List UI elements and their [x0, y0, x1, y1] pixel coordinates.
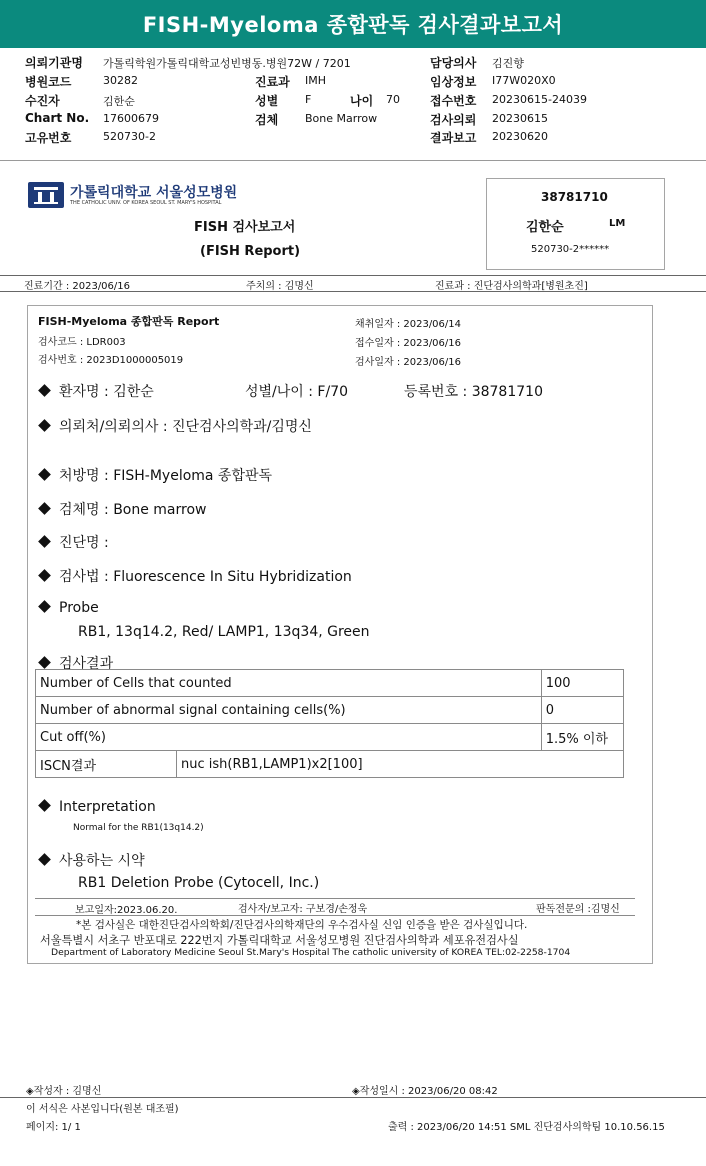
- bullet-diamond-icon: [38, 799, 51, 812]
- table-row: [36, 697, 624, 724]
- header-value: 20230620: [492, 130, 548, 143]
- result-value: 100: [541, 670, 623, 697]
- header-label: 고유번호: [25, 131, 72, 145]
- header-label: 담당의사: [430, 56, 477, 70]
- diagnosis-field: 진단명 :: [59, 535, 109, 551]
- divider: [0, 275, 706, 276]
- result-value: 1.5% 이하: [541, 724, 623, 751]
- report-date: 보고일자:2023.06.20.: [75, 905, 178, 916]
- header-value: F: [305, 93, 312, 106]
- referrer-row: [40, 416, 312, 436]
- bullet-diamond-icon: [38, 656, 51, 669]
- reagent-value: RB1 Deletion Probe (Cytocell, Inc.): [78, 875, 320, 891]
- probe-value: RB1, 13q14.2, Red/ LAMP1, 13q34, Green: [78, 624, 370, 640]
- header-label: 접수번호: [430, 94, 477, 108]
- hospital-name: 가톨릭대학교 서울성모병원: [70, 185, 238, 201]
- age-value: 70: [386, 93, 400, 106]
- patient-row: [40, 381, 154, 401]
- patient-name: 김한순: [526, 220, 564, 235]
- collect-date: 채취일자 : 2023/06/14: [355, 319, 462, 330]
- header-value: IMH: [305, 74, 327, 87]
- visit-dept: 진료과 : 진단검사의학과[병원초진]: [435, 281, 588, 292]
- interpretation-value: Normal for the RB1(13q14.2): [73, 823, 204, 833]
- table-row: [36, 751, 624, 778]
- result-key: Number of Cells that counted: [36, 670, 542, 697]
- report-title: FISH-Myeloma 종합판독 검사결과보고서: [142, 13, 564, 37]
- test-no: 검사번호 : 2023D1000005019: [38, 355, 184, 366]
- header-value: 20230615-24039: [492, 93, 587, 106]
- result-table: [35, 669, 624, 778]
- table-row: [36, 670, 624, 697]
- hospital-logo-icon: [28, 182, 64, 208]
- bullet-diamond-icon: [38, 502, 51, 515]
- header-value: 김한순: [103, 95, 135, 108]
- report-name: FISH-Myeloma 종합판독 Report: [38, 315, 220, 328]
- patient-code: LM: [609, 218, 626, 229]
- bullet-diamond-icon: [38, 384, 51, 397]
- receive-date: 접수일자 : 2023/06/16: [355, 338, 462, 349]
- iscn-label: ISCN결과: [36, 751, 177, 778]
- test-code: 검사코드 : LDR003: [38, 337, 126, 348]
- header-value: 가톨릭학원가톨릭대학교성빈병동.병원72W / 7201: [103, 57, 351, 70]
- specimen-field: 검체명 : Bone marrow: [59, 502, 207, 518]
- diagnosis-row: [40, 532, 109, 552]
- header-value: 김진향: [492, 57, 524, 70]
- divider: [0, 160, 706, 161]
- method-field: 검사법 : Fluorescence In Situ Hybridization: [59, 569, 352, 585]
- report-doc-title: FISH 검사보고서: [194, 220, 296, 235]
- report-doc-title-en: (FISH Report): [200, 244, 301, 259]
- result-label: 검사결과: [59, 656, 114, 672]
- prescription-field: 처방명 : FISH-Myeloma 종합판독: [59, 468, 273, 484]
- method-row: [40, 566, 352, 586]
- reagent-label: 사용하는 시약: [59, 853, 145, 869]
- header-value: I77W020X0: [492, 74, 556, 87]
- header-value: 20230615: [492, 112, 548, 125]
- result-key: Cut off(%): [36, 724, 542, 751]
- exam-date: 검사일자 : 2023/06/16: [355, 357, 462, 368]
- header-label: 의뢰기관명: [25, 56, 83, 70]
- bullet-diamond-icon: [38, 419, 51, 432]
- patient-reg-no: 38781710: [541, 190, 608, 204]
- header-value: 520730-2: [103, 130, 156, 143]
- footer-author: ◈작성자 : 김명신: [26, 1086, 102, 1097]
- result-key: Number of abnormal signal containing cells(%): [36, 697, 542, 724]
- footer-copy-note: 이 서식은 사본입니다(원본 대조필): [26, 1104, 179, 1115]
- report-title-bar: [0, 0, 706, 48]
- sex-age-field: 성별/나이 : F/70: [245, 384, 349, 400]
- certification-note: *본 검사실은 대한진단검사의학회/진단검사의학재단의 우수검사실 신임 인증을 받은 검사실입니다.: [76, 919, 528, 931]
- bullet-diamond-icon: [38, 600, 51, 613]
- header-label: 성별: [255, 94, 279, 108]
- header-value: Bone Marrow: [305, 112, 378, 125]
- header-label: 검체: [255, 113, 279, 127]
- header-label: Chart No.: [25, 111, 90, 125]
- interpretation-label: Interpretation: [59, 799, 156, 815]
- table-row: [36, 724, 624, 751]
- interpretation-row: [40, 799, 156, 815]
- header-label: 진료과: [255, 75, 290, 89]
- patient-name-field: 환자명 : 김한순: [59, 384, 154, 400]
- probe-label: Probe: [59, 600, 99, 616]
- visit-period: 진료기간 : 2023/06/16: [24, 281, 131, 292]
- age-label: 나이: [350, 94, 374, 108]
- hospital-name-en: THE CATHOLIC UNIV. OF KOREA SEOUL ST. MARY'S HOSPITAL: [70, 200, 222, 206]
- patient-id: 520730-2******: [531, 244, 610, 255]
- reagent-row: [40, 850, 145, 870]
- header-label: 수진자: [25, 94, 60, 108]
- divider: [0, 1097, 706, 1098]
- header-label: 결과보고: [430, 131, 477, 145]
- header-label: 검사의뢰: [430, 113, 477, 127]
- bullet-diamond-icon: [38, 535, 51, 548]
- footer-written-at: ◈작성일시 : 2023/06/20 08:42: [352, 1086, 498, 1097]
- reporter: 검사자/보고자: 구보경/손정욱: [238, 904, 368, 915]
- lab-address: 서울특별시 서초구 반포대로 222번지 가톨릭대학교 서울성모병원 진단검사의학과 세포유전검사실: [40, 934, 519, 947]
- header-value: 17600679: [103, 112, 159, 125]
- reg-no-field: 등록번호 : 38781710: [404, 384, 543, 400]
- referrer-field: 의뢰처/의뢰의사 : 진단검사의학과/김명신: [59, 419, 312, 435]
- prescription-row: [40, 465, 272, 485]
- footer-print: 출력 : 2023/06/20 14:51 SML 진단검사의학팀 10.10.56.15: [388, 1122, 665, 1133]
- visit-doctor: 주치의 : 김명신: [246, 281, 314, 292]
- header-value: 30282: [103, 74, 138, 87]
- probe-row: [40, 600, 99, 616]
- bullet-diamond-icon: [38, 853, 51, 866]
- bullet-diamond-icon: [38, 468, 51, 481]
- iscn-value: nuc ish(RB1,LAMP1)x2[100]: [177, 751, 624, 778]
- header-label: 병원코드: [25, 75, 72, 89]
- bullet-diamond-icon: [38, 569, 51, 582]
- header-label: 임상정보: [430, 75, 477, 89]
- footer-page: 페이지: 1/ 1: [26, 1122, 81, 1133]
- lab-address-en: Department of Laboratory Medicine Seoul St.Mary's Hospital The catholic university of KOREA TEL:02-2258-1704: [51, 947, 571, 958]
- result-value: 0: [541, 697, 623, 724]
- specialist: 판독전문의 :김명신: [536, 904, 620, 915]
- specimen-row: [40, 499, 207, 519]
- divider: [0, 291, 706, 292]
